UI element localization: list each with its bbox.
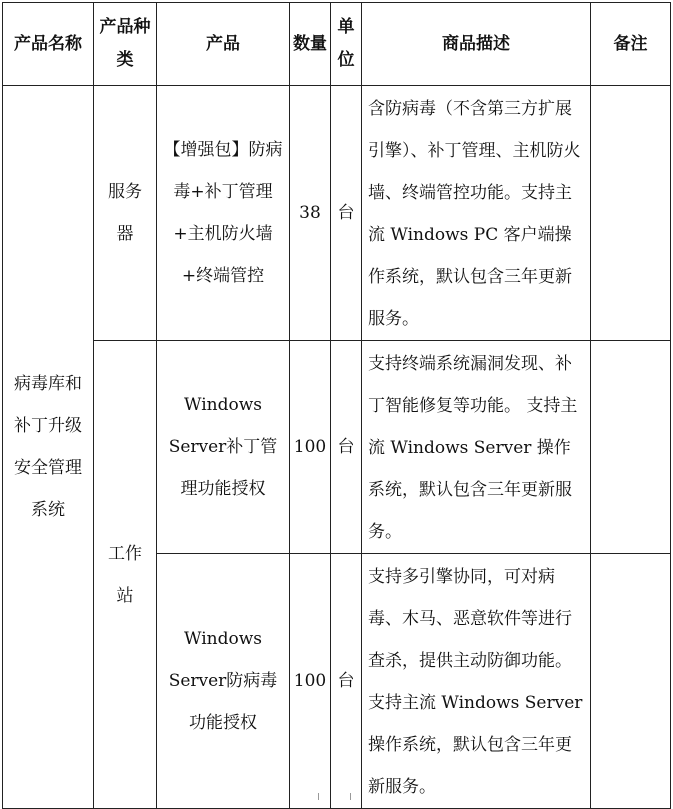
header-product-kind: 产品种类: [94, 3, 157, 86]
description-cell: 支持多引擎协同，可对病毒、木马、恶意软件等进行查杀，提供主动防御功能。支持主流 Windows Server 操作系统，默认包含三年更新服务。: [362, 554, 591, 809]
category-server: 服务器: [94, 86, 157, 341]
qty-cell: 100: [290, 554, 331, 809]
header-qty: 数量: [290, 3, 331, 86]
qty-cell: 100: [290, 341, 331, 554]
remark-cell: [591, 341, 671, 554]
unit-cell: 台: [331, 341, 362, 554]
unit-cell: 台: [331, 554, 362, 809]
header-remark: 备注: [591, 3, 671, 86]
product-cell: Windows Server补丁管理功能授权: [157, 341, 290, 554]
qty-cell: 38: [290, 86, 331, 341]
remark-cell: [591, 554, 671, 809]
header-product: 产品: [157, 3, 290, 86]
header-unit: 单位: [331, 3, 362, 86]
category-workstation: 工作站: [94, 341, 157, 809]
page-break-mark: [318, 793, 319, 800]
page-break-mark: [350, 793, 351, 800]
header-product-name: 产品名称: [3, 3, 94, 86]
header-description: 商品描述: [362, 3, 591, 86]
product-cell: Windows Server防病毒功能授权: [157, 554, 290, 809]
description-cell: 含防病毒（不含第三方扩展引擎）、补丁管理、主机防火墙、终端管控功能。支持主流 Windows PC 客户端操作系统，默认包含三年更新服务。: [362, 86, 591, 341]
unit-cell: 台: [331, 86, 362, 341]
description-cell: 支持终端系统漏洞发现、补丁智能修复等功能。 支持主流 Windows Server 操作系统，默认包含三年更新服务。: [362, 341, 591, 554]
product-name-cell: 病毒库和补丁升级安全管理系统: [3, 86, 94, 809]
table-row: [3, 86, 671, 341]
header-row: [3, 3, 671, 86]
product-cell: 【增强包】防病毒+补丁管理+主机防火墙+终端管控: [157, 86, 290, 341]
table-row: [3, 341, 671, 554]
product-table: [2, 2, 671, 809]
remark-cell: [591, 86, 671, 341]
